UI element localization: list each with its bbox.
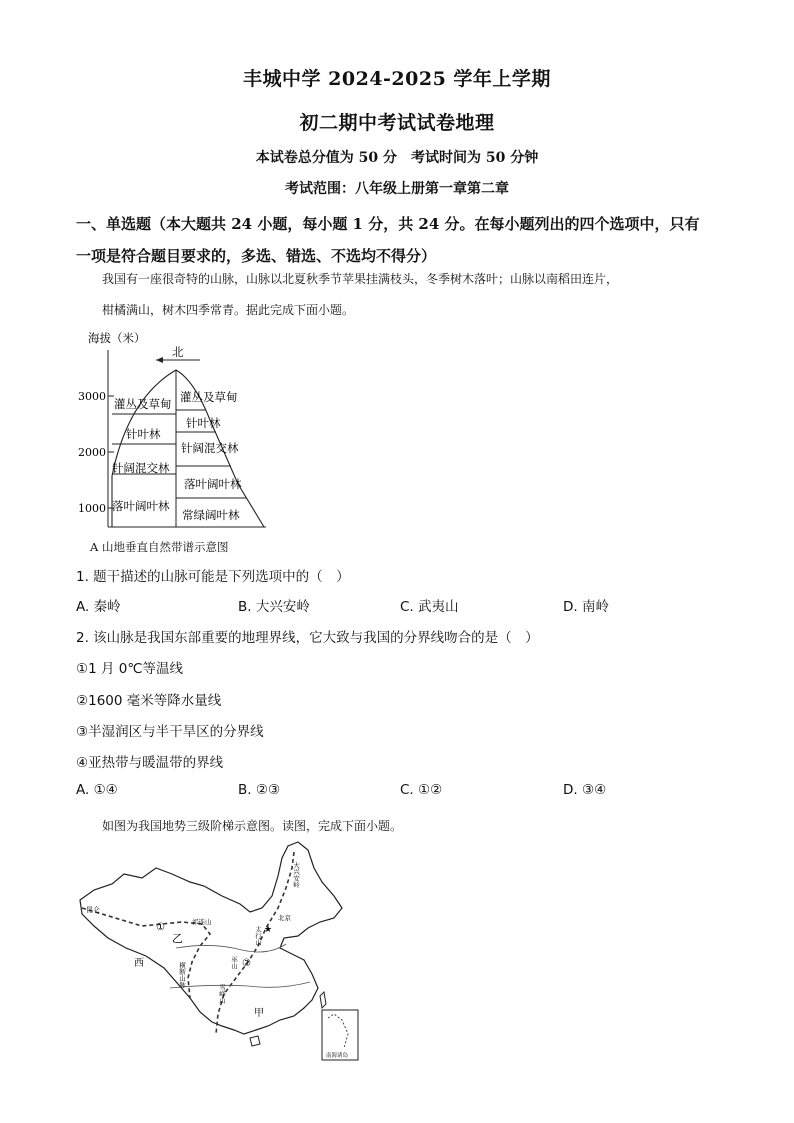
passage-2-line1: 如图为我国地势三级阶梯示意图。读图，完成下面小题。: [102, 819, 403, 833]
north-belt-label: 针叶林: [126, 427, 161, 441]
q1-option-a[interactable]: A. 秦岭: [76, 599, 121, 615]
q2-option-d[interactable]: D. ③④: [563, 782, 607, 798]
q1-option-d[interactable]: D. 南岭: [563, 599, 609, 615]
vertical-zonation-figure: [76, 326, 276, 538]
label-hengduan: 横断山脉: [178, 962, 186, 988]
taiwan-island: [320, 992, 326, 1008]
marker-2: ②: [242, 958, 251, 969]
hainan-island: [250, 1036, 260, 1046]
section-heading: [76, 208, 726, 272]
q2-item-3: ③半湿润区与半干旱区的分界线: [76, 724, 264, 740]
north-belt-label: 针阔混交林: [112, 461, 170, 475]
q2-item-2: ②1600 毫米等降水量线: [76, 693, 222, 709]
q2-option-a[interactable]: A. ①④: [76, 782, 118, 798]
label-jia: 甲: [254, 1008, 264, 1019]
south-belt-label: 灌丛及草甸: [180, 390, 238, 404]
q2-option-b[interactable]: B. ②③: [238, 782, 281, 798]
south-belt-label: 常绿阔叶林: [182, 508, 240, 522]
inset-boundary: [328, 1014, 348, 1048]
tick-label-2000: 2000: [78, 446, 106, 459]
south-belt-label: 针叶林: [186, 416, 221, 430]
label-xuefeng: 雪峰山: [218, 984, 226, 1004]
south-belt-label: 落叶阔叶林: [184, 477, 242, 491]
passage-1-line2: 柑橘满山，树木四季常青。据此完成下面小题。: [102, 303, 355, 317]
exam-scope-line: 考试范围：八年级上册第一章第二章: [285, 181, 509, 197]
label-yi: 乙: [172, 932, 183, 945]
label-kunlun: 昆仑: [86, 906, 100, 914]
beijing-star-icon: ★: [264, 925, 273, 935]
yellow-river: [176, 944, 286, 952]
step-boundary-1: [82, 908, 210, 998]
north-arrow-head: [156, 357, 163, 363]
south-belt-label: 针阔混交林: [181, 441, 239, 455]
inset-label: 南海诸岛: [326, 1053, 349, 1059]
yangtze-river: [170, 982, 310, 988]
north-belt-label: 落叶阔叶林: [112, 499, 170, 513]
label-taihang: 太行山: [254, 926, 262, 946]
q1-option-c[interactable]: C. 武夷山: [400, 599, 459, 615]
label-qilian: 祁连山: [192, 918, 212, 926]
section-heading-line2: 一项是符合题目要求的，多选、错选、不选均不得分）: [76, 247, 437, 265]
exam-info-line: 本试卷总分值为 50 分 考试时间为 50 分钟: [255, 150, 539, 166]
tick-label-1000: 1000: [78, 502, 106, 515]
passage-1-line1: 我国有一座很奇特的山脉，山脉以北夏秋季节苹果挂满枝头，冬季树木落叶；山脉以南稻田连片，: [102, 272, 619, 286]
y-axis-label: 海拔（米）: [88, 331, 146, 345]
q2-item-1: ①1 月 0℃等温线: [76, 661, 184, 677]
north-belt-label: 灌丛及草甸: [114, 397, 172, 411]
passage-1: [76, 264, 722, 326]
label-daxinganling: 大兴安岭: [292, 862, 300, 888]
label-wushan: 巫山: [230, 956, 238, 969]
q1-option-b[interactable]: B. 大兴安岭: [238, 599, 310, 615]
tick-label-3000: 3000: [78, 390, 106, 403]
exam-title-line2: 初二期中考试试卷地理: [299, 112, 495, 134]
q2-item-4: ④亚热带与暖温带的界线: [76, 755, 224, 771]
china-outline: [80, 842, 342, 1034]
label-beijing: 北京: [278, 914, 291, 922]
china-terrain-map: [72, 838, 364, 1068]
question-1-stem: 1. 题干描述的山脉可能是下列选项中的（ ）: [76, 569, 350, 585]
figure1-caption: A 山地垂直自然带谱示意图: [90, 540, 229, 554]
north-label: 北: [172, 345, 184, 359]
question-2-stem: 2. 该山脉是我国东部重要的地理界线，它大致与我国的分界线吻合的是（ ）: [76, 630, 539, 646]
exam-title-line1: 丰城中学 2024-2025 学年上学期: [243, 68, 551, 90]
section-heading-line1: 一、单选题（本大题共 24 小题，每小题 1 分，共 24 分。在每小题列出的四个选项中，只有: [76, 215, 700, 233]
marker-1: ①: [156, 922, 165, 933]
label-xi: 西: [134, 958, 144, 969]
q2-option-c[interactable]: C. ①②: [400, 782, 443, 798]
